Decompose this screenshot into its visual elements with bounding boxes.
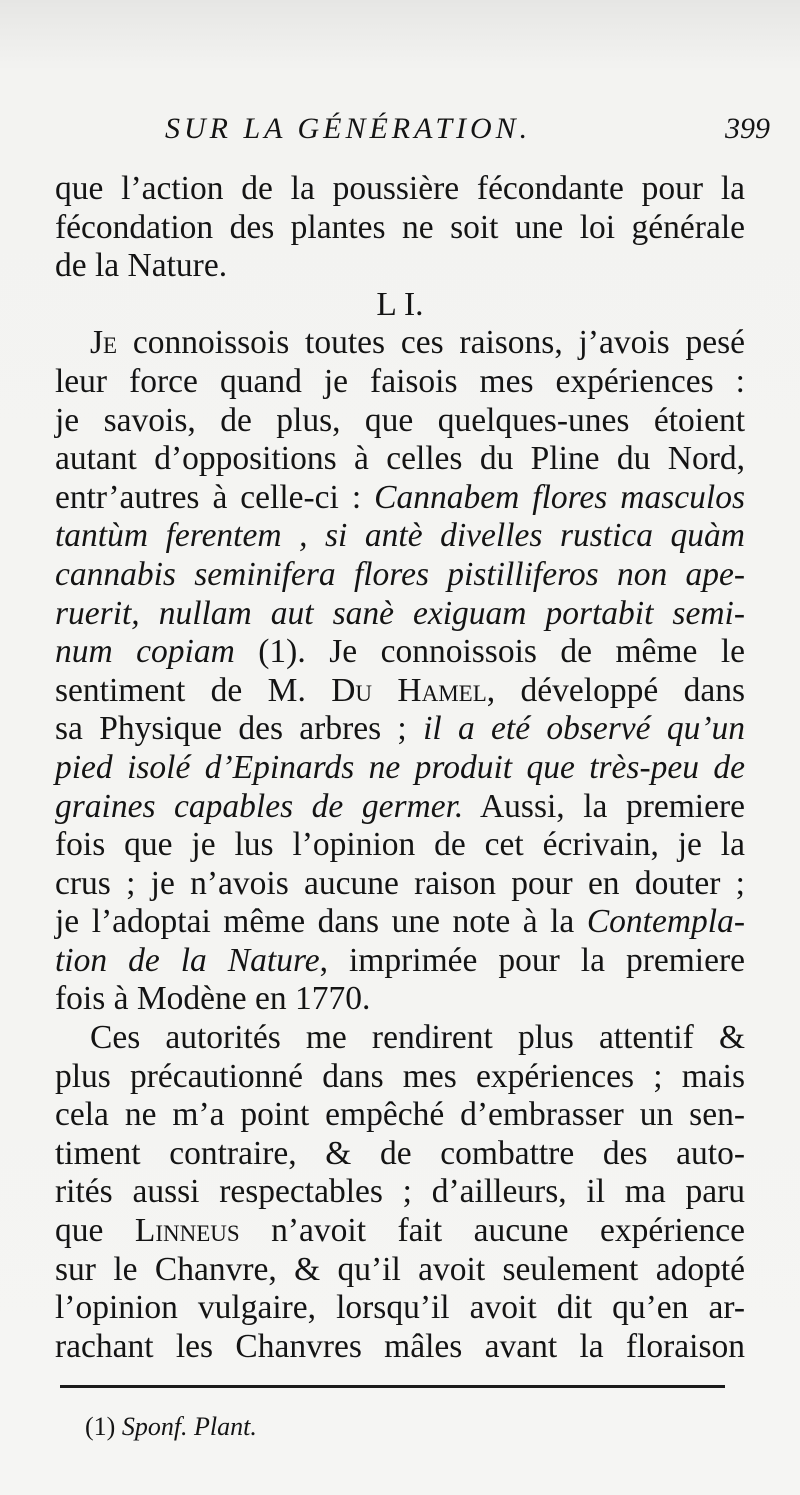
author-name: Du Hamel: [331, 671, 487, 709]
text-line: crus ; je n’avois aucune raison pour en douter ;: [55, 864, 745, 902]
text-line: num copiam (1). Je connoissois de même le: [55, 633, 746, 671]
text-line: Ces autorités me rendirent plus attentif &: [90, 1019, 745, 1057]
page-header: [165, 112, 770, 156]
footnote-text: Sponf. Plant.: [121, 1412, 257, 1441]
text-line: rités aussi respectables ; d’ailleurs, il ma paru: [55, 1173, 745, 1211]
footnote: [85, 1412, 257, 1442]
text-line: ruerit, nullam aut sanè exiguam portabit semi-: [55, 594, 745, 632]
text-line: je savois, de plus, que quelques-unes étoient: [55, 401, 745, 439]
text-line: timent contraire, & de combattre des auto-: [55, 1134, 745, 1172]
text-line: rachant les Chanvres mâles avant la floraison: [55, 1327, 745, 1365]
running-head: SUR LA GÉNÉRATION.: [165, 112, 532, 145]
author-name: Linneus: [134, 1212, 240, 1250]
text-line: cela ne m’a point empêché d’embrasser un sen-: [55, 1096, 745, 1134]
text-line: sa Physique des arbres ; il a eté observé qu’un: [55, 710, 746, 748]
text-line: fois que je lus l’opinion de cet écrivain, je la: [55, 826, 745, 864]
text-line: autant d’oppositions à celles du Pline du Nord,: [55, 440, 745, 478]
text-line: que Linneus n’avoit fait aucune expérience: [55, 1212, 746, 1250]
text-line: de la Nature.: [55, 247, 228, 285]
text-line: Je connoissois toutes ces raisons, j’avois pesé: [90, 324, 745, 362]
text-line: je l’adoptai même dans une note à la Contempla-: [55, 903, 746, 941]
text-line: fois à Modène en 1770.: [55, 980, 371, 1018]
text-line: tantùm ferentem , si antè divelles rustica quàm: [55, 517, 745, 555]
footnote-marker: (1): [85, 1412, 116, 1441]
text-line: fécondation des plantes ne soit une loi générale: [55, 208, 745, 246]
text-line: plus précautionné dans mes expériences ; mais: [55, 1057, 745, 1095]
text-line: que l’action de la poussière fécondante pour la: [55, 170, 745, 207]
footnote-rule: [60, 1385, 725, 1388]
text-line: cannabis seminifera flores pistilliferos non ape-: [55, 555, 745, 593]
text-line: pied isolé d’Epinards ne produit que très-peu de: [55, 748, 745, 786]
page-number: 399: [725, 112, 770, 145]
text-line: tion de la Nature, imprimée pour la premiere: [55, 941, 745, 979]
text-line: sur le Chanvre, & qu’il avoit seulement adopté: [55, 1250, 745, 1288]
text-line: entr’autres à celle-ci : Cannabem flores masculos: [55, 478, 745, 516]
section-heading: L I.: [376, 285, 424, 323]
text-line: sentiment de M. Du Hamel, développé dans: [55, 671, 745, 709]
dropcap-word: Je: [90, 324, 118, 362]
body-text: [55, 170, 745, 1366]
text-line: leur force quand je faisois mes expériences :: [55, 362, 745, 400]
text-line: graines capables de germer. Aussi, la premiere: [55, 787, 745, 825]
text-line: l’opinion vulgaire, lorsqu’il avoit dit qu’en ar-: [55, 1289, 745, 1327]
